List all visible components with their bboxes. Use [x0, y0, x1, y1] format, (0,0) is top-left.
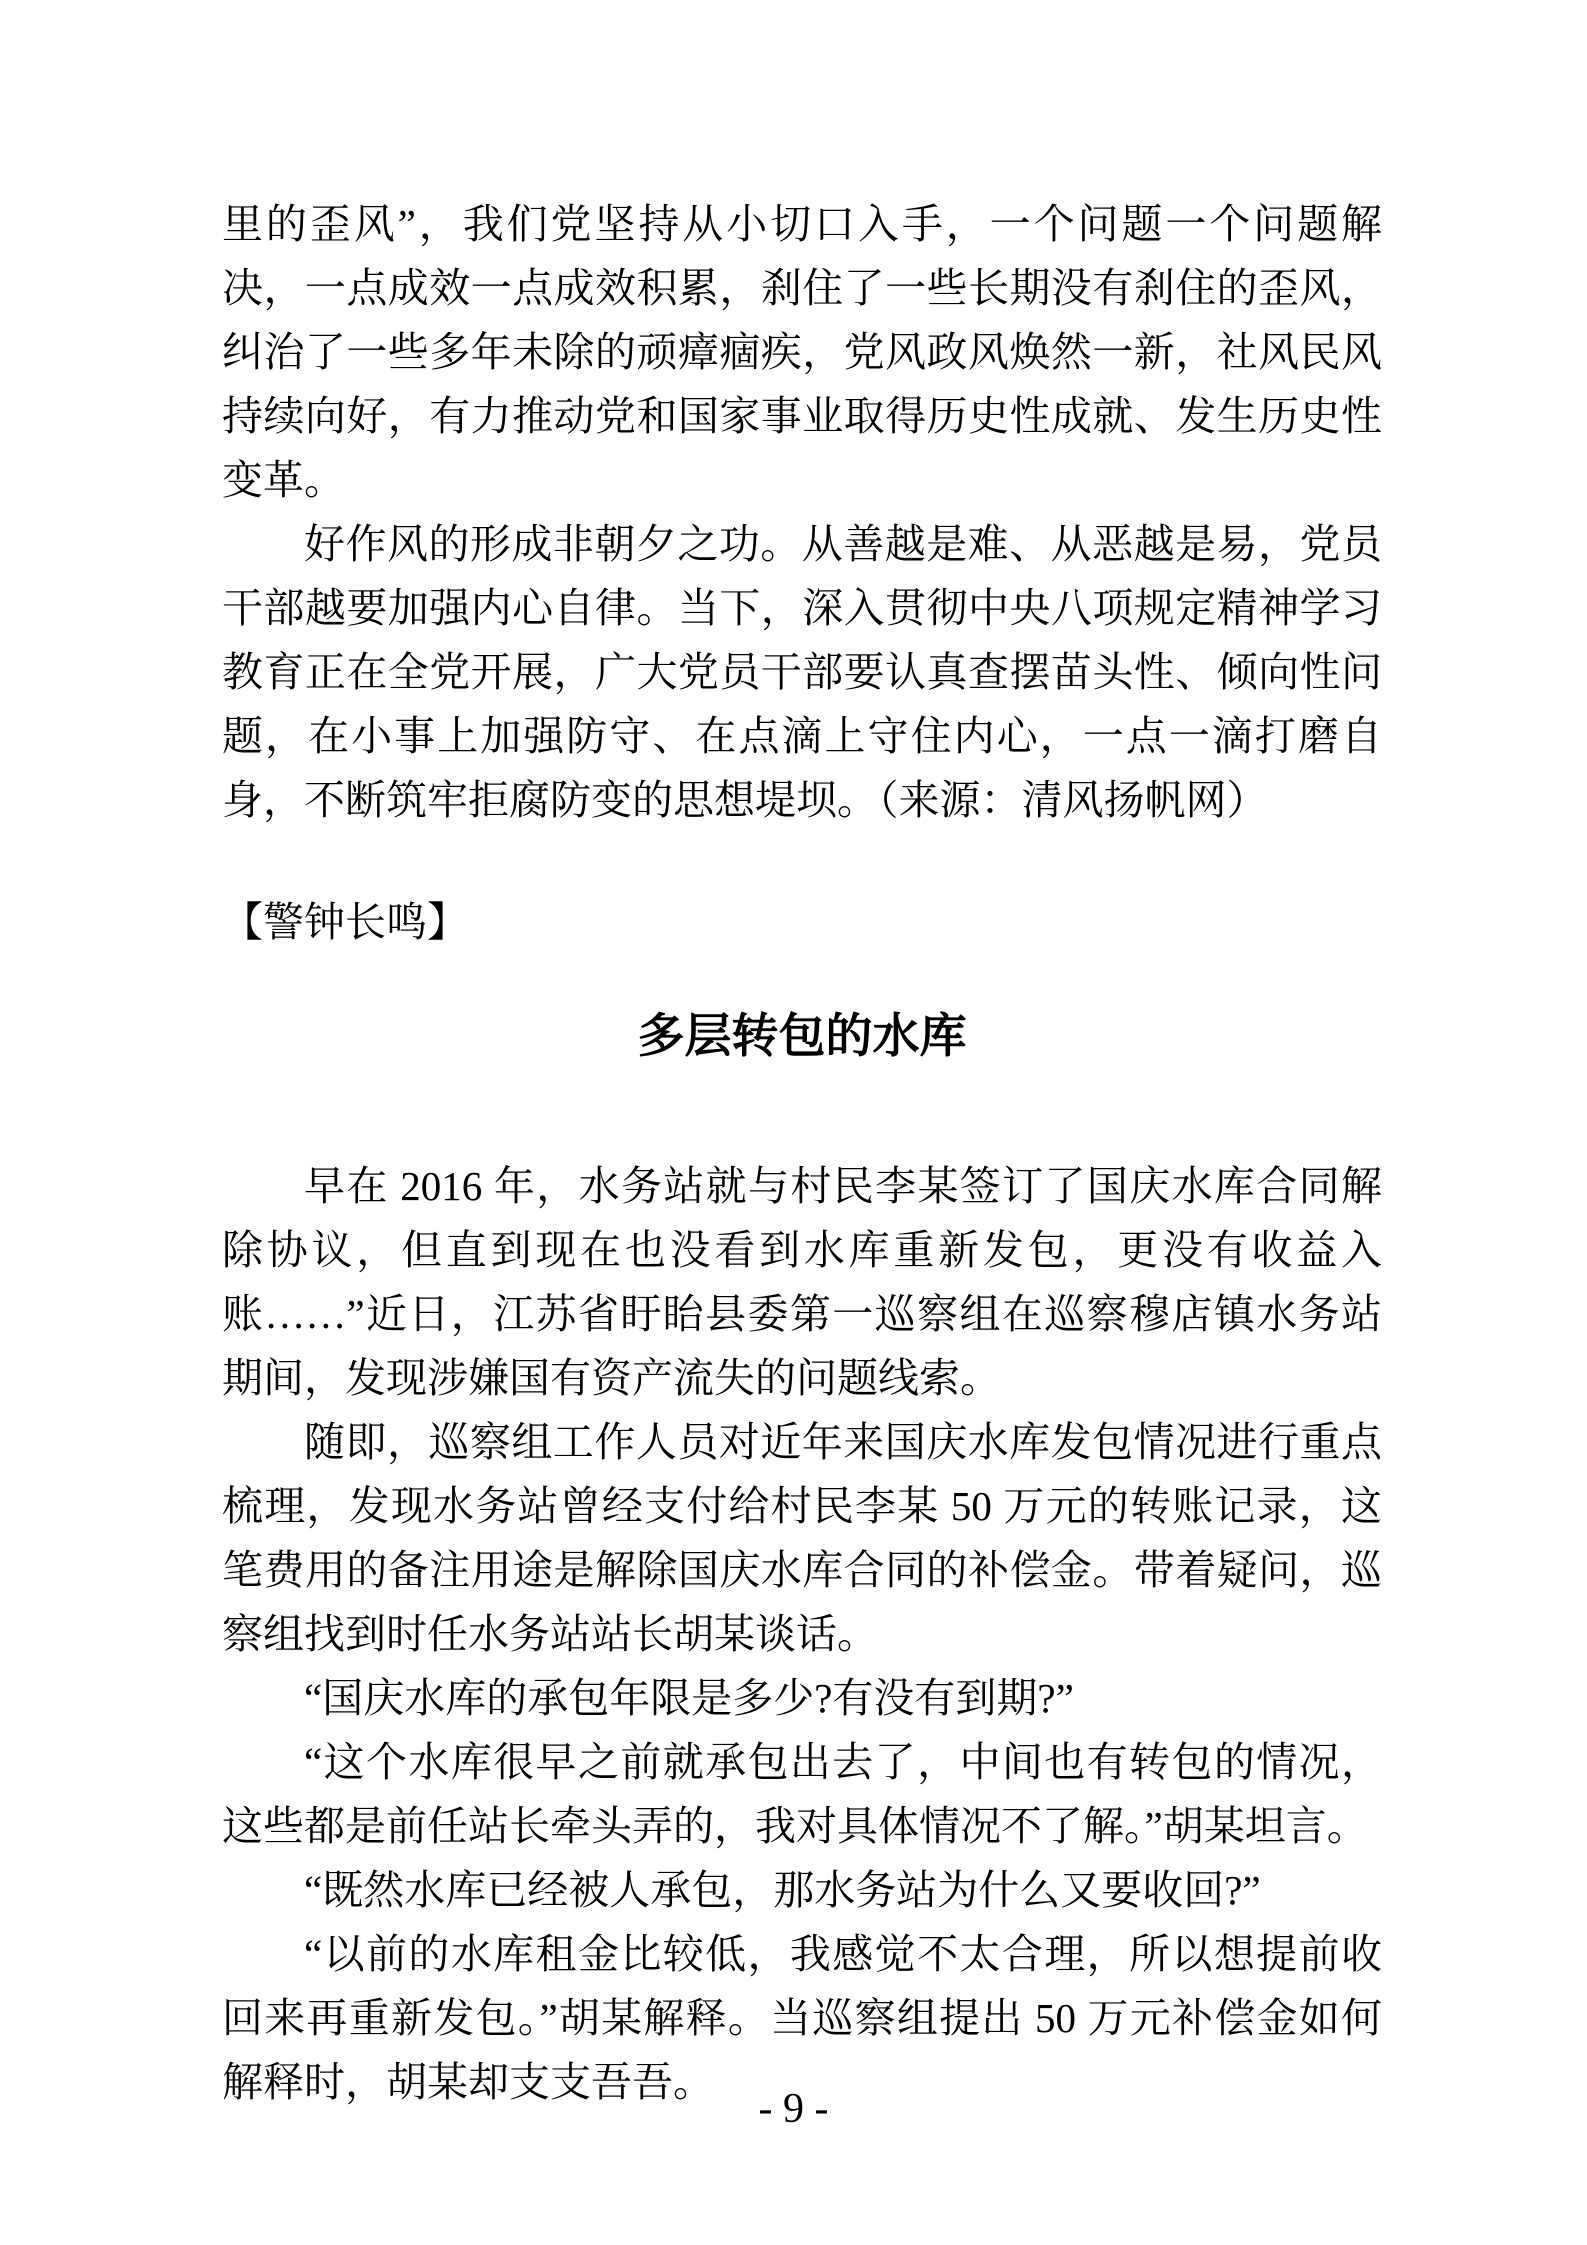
dialogue-line: “既然水库已经被人承包，那水务站为什么又要收回?”	[304, 1867, 1261, 1913]
article-paragraph: 早在 2016 年，水务站就与村民李某签订了国庆水库合同解除协议，但直到现在也没看到水库重新发包，更没有收益入账……”近日，江苏省盱眙县委第一巡察组在巡察穆店镇水务站期间，发现涉嫌国有资产流失的问题线索。	[222, 1163, 1382, 1401]
dialogue-line: “国庆水库的承包年限是多少?有没有到期?”	[304, 1675, 1074, 1721]
dialogue-line: “这个水库很早之前就承包出去了，中间也有转包的情况，这些都是前任站长牵头弄的，我对具体情况不了解。”胡某坦言。	[222, 1739, 1382, 1849]
article-paragraph: 随即，巡察组工作人员对近年来国庆水库发包情况进行重点梳理，发现水务站曾经支付给村民李某 50 万元的转账记录，这笔费用的备注用途是解除国庆水库合同的补偿金。带着疑问，巡察组找到时任水务站站长胡某谈话。	[222, 1419, 1382, 1657]
section-header: 【警钟长鸣】	[222, 899, 468, 945]
intro-paragraph: 好作风的形成非朝夕之功。从善越是难、从恶越是易，党员干部越要加强内心自律。当下，深入贯彻中央八项规定精神学习教育正在全党开展，广大党员干部要认真查摆苗头性、倾向性问题，在小事上加强防守、在点滴上守住内心，一点一滴打磨自身，不断筑牢拒腐防变的思想堤坝。（来源：清风扬帆网）	[222, 521, 1382, 823]
page-number: - 9 -	[758, 2086, 829, 2132]
article-paragraph: “以前的水库租金比较低，我感觉不太合理，所以想提前收回来再重新发包。”胡某解释。当巡察组提出 50 万元补偿金如何解释时，胡某却支支吾吾。	[222, 1931, 1382, 2105]
article-title: 多层转包的水库	[637, 1011, 967, 1063]
intro-paragraph-continuation: 里的歪风”，我们党坚持从小切口入手，一个问题一个问题解决，一点成效一点成效积累，刹住了一些长期没有刹住的歪风，纠治了一些多年未除的顽瘴痼疾，党风政风焕然一新，社风民风持续向好，有力推动党和国家事业取得历史性成就、发生历史性变革。	[222, 201, 1382, 503]
